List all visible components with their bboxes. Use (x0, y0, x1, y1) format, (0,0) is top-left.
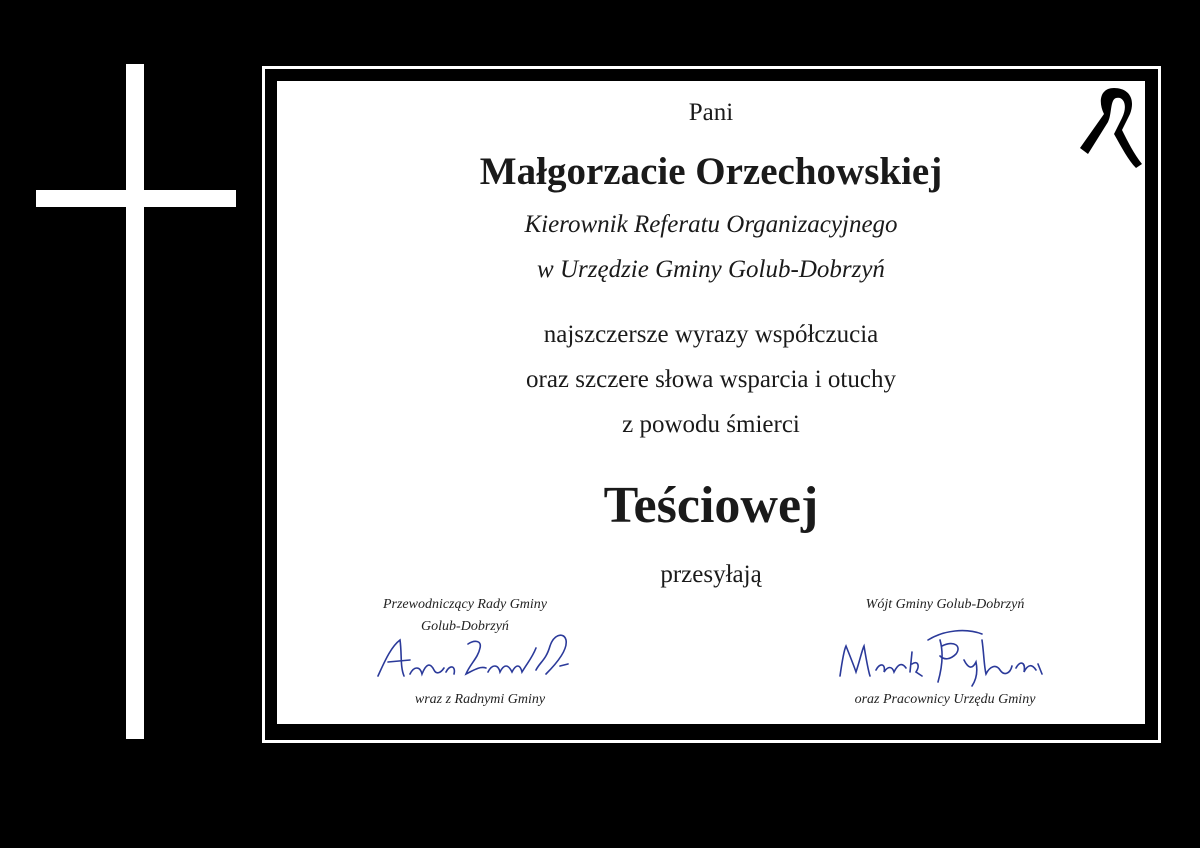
recipient-title-line2: w Urzędzie Gminy Golub-Dobrzyń (537, 256, 885, 283)
cross-icon (126, 64, 144, 739)
closing-verb: przesyłają (660, 561, 762, 588)
right-handwritten-signature (832, 620, 1052, 690)
right-signatory-footer: oraz Pracownicy Urzędu Gminy (854, 692, 1036, 707)
recipient-title-line1: Kierownik Referatu Organizacyjnego (524, 211, 898, 238)
left-signatory-title-line1: Przewodniczący Rady Gminy (382, 597, 548, 612)
message-line2: oraz szczere słowa wsparcia i otuchy (526, 366, 896, 393)
left-signatory-title-line2: Golub-Dobrzyń (421, 619, 509, 634)
right-signatory-title: Wójt Gminy Golub-Dobrzyń (865, 597, 1025, 612)
left-handwritten-signature (370, 618, 580, 690)
cross-icon-arm (36, 190, 236, 207)
deceased-relation: Teściowej (603, 477, 819, 534)
mourning-ribbon-icon (1070, 84, 1144, 170)
recipient-name: Małgorzacie Orzechowskiej (479, 150, 943, 193)
salutation: Pani (688, 99, 734, 126)
left-signatory-footer: wraz z Radnymi Gminy (414, 692, 546, 707)
message-line3: z powodu śmierci (622, 411, 800, 438)
message-line1: najszczersze wyrazy współczucia (543, 321, 879, 348)
